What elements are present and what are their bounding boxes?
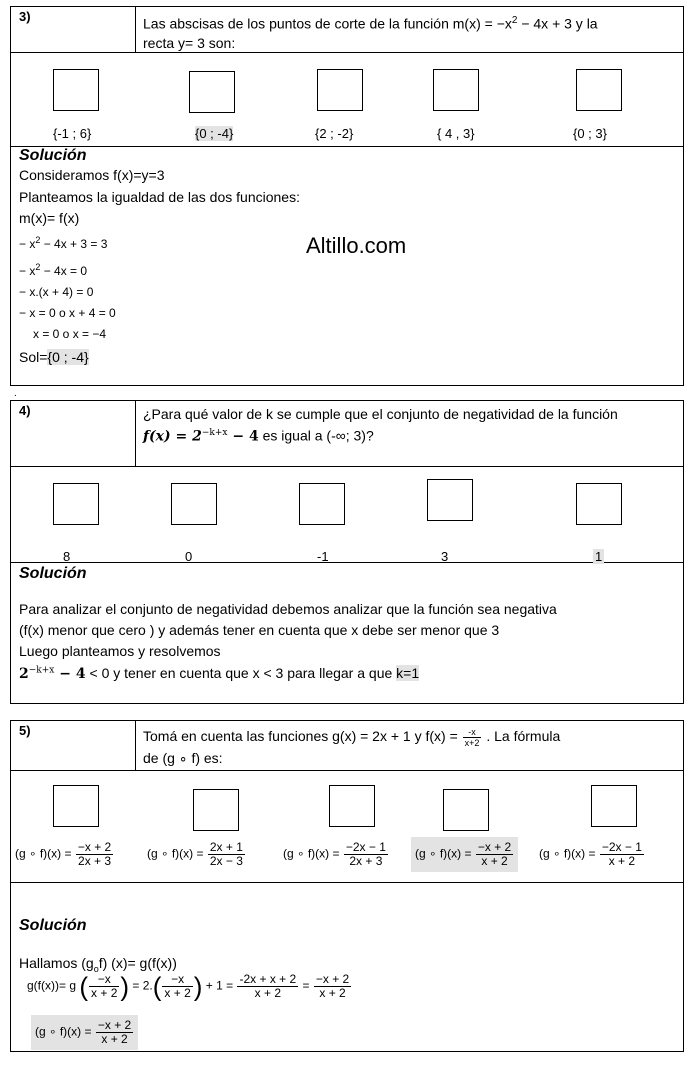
option-label-1: (g ∘ f)(x) = $\frac{-x + 2}{2x + 3}$ <box>15 840 112 868</box>
option-checkbox-4[interactable] <box>443 789 489 831</box>
question-5-header <box>11 721 683 771</box>
equation-line: x = 0 o x = −4 <box>33 327 107 341</box>
question-number: 3) <box>19 9 31 24</box>
option-label-2: {0 ; -4} <box>195 126 234 141</box>
option-checkbox-4[interactable] <box>433 69 479 111</box>
options-row <box>11 771 683 883</box>
question-text: ¿Para qué valor de k se cumple que el conjunto de negatividad de la función $f(x) = 2^{-k+x} - 4$ es igual a (-∞; 3)? <box>143 406 618 445</box>
solution-result: (g ∘ f)(x) = $\frac{-x + 2}{x + 2}$ <box>31 1015 138 1050</box>
column-divider <box>135 401 136 466</box>
equation-line: − x.(x + 4) = 0 <box>19 285 94 299</box>
option-checkbox-2[interactable] <box>171 483 217 525</box>
solution-title: Solución <box>19 917 87 934</box>
option-label-1: {-1 ; 6} <box>53 126 92 141</box>
option-checkbox-3[interactable] <box>317 69 363 111</box>
option-label-4: 3 <box>441 549 449 564</box>
solution-result: Sol={0 ; -4} <box>19 349 89 365</box>
option-label-3: {2 ; -2} <box>315 126 354 141</box>
question-3-block <box>10 6 684 386</box>
question-text: Las abscisas de los puntos de corte de la función $m(x) = -x^2 - 4x + 3$ y la recta y= 3 son: <box>143 15 598 51</box>
option-label-3: (g ∘ f)(x) = $\frac{-2x - 1}{2x + 3}$ <box>283 840 386 868</box>
option-label-3: -1 <box>317 549 329 564</box>
options-row <box>11 53 683 147</box>
solution-line: m(x)= f(x) <box>19 210 80 226</box>
option-checkbox-2[interactable] <box>189 71 235 113</box>
watermark: Altillo.com <box>306 233 407 258</box>
option-checkbox-1[interactable] <box>53 69 99 111</box>
option-checkbox-3[interactable] <box>299 483 345 525</box>
option-label-4: (g ∘ f)(x) = $\frac{-x + 2}{x + 2}$ <box>411 837 518 872</box>
option-label-1: 8 <box>63 549 71 564</box>
option-checkbox-4[interactable] <box>427 479 473 521</box>
solution-title: Solución <box>19 565 87 582</box>
question-number: 5) <box>19 723 31 738</box>
option-checkbox-5[interactable] <box>576 69 622 111</box>
solution-title: Solución <box>19 147 87 164</box>
option-label-2: 0 <box>185 549 193 564</box>
solution-line: Luego planteamos y resolvemos <box>19 643 221 659</box>
option-label-5: 1 <box>595 549 603 564</box>
column-divider <box>135 721 136 770</box>
question-text: Tomá en cuenta las funciones g(x) = 2x + 1 y f(x) = $\frac{-x}{x+2}$ . La fórmula de (g ∘ f) es: <box>143 726 561 766</box>
question-4-header <box>11 401 683 467</box>
equation-line: − x = 0 o x + 4 = 0 <box>19 306 116 320</box>
option-checkbox-5[interactable] <box>591 785 637 827</box>
question-5-block <box>10 720 684 1052</box>
column-divider <box>135 7 136 52</box>
options-row <box>11 467 683 563</box>
question-3-header <box>11 7 683 53</box>
separator-dot: . <box>14 388 17 399</box>
option-checkbox-5[interactable] <box>576 483 622 525</box>
solution-line: Para analizar el conjunto de negatividad debemos analizar que la función sea negativa <box>19 601 557 617</box>
option-checkbox-1[interactable] <box>53 785 99 827</box>
question-4-block <box>10 400 684 704</box>
solution-line: (f(x) menor que cero ) y además tener en cuenta que x debe ser menor que 3 <box>19 622 500 638</box>
option-label-5: {0 ; 3} <box>573 126 607 141</box>
option-checkbox-1[interactable] <box>53 483 99 525</box>
solution-line: Planteamos la igualdad de las dos funciones: <box>19 189 300 205</box>
equation-line: g(f(x))= g ( $\frac{-x}{x + 2}$ ) = 2.( $\frac{-x}{x + 2}$ ) + 1 = $\frac{-2x + x + 2}{x + 2}$ = $\frac{-x + 2}{x + 2}$ <box>27 971 350 1002</box>
option-checkbox-3[interactable] <box>329 785 375 827</box>
question-number: 4) <box>19 403 31 418</box>
fraction: $\frac{-x}{x+2}$ <box>464 726 480 748</box>
option-checkbox-2[interactable] <box>193 789 239 831</box>
equation-line: − $x^2 - 4x = 0$ <box>19 262 88 278</box>
option-label-2: (g ∘ f)(x) = $\frac{2x + 1}{2x - 3}$ <box>147 840 243 868</box>
option-label-5: (g ∘ f)(x) = $\frac{-2x - 1}{x + 2}$ <box>539 840 642 868</box>
option-label-4: { 4 , 3} <box>437 126 475 141</box>
equation-line: − $x^2 - 4x + 3 = 3$ <box>19 235 108 251</box>
solution-line: $2^{-k+x} - 4 < 0$ y tener en cuenta que x < 3 para llegar a que k=1 <box>19 665 420 682</box>
solution-line: Hallamos $(g_of)$ (x)= g(f(x)) <box>19 955 177 974</box>
solution-line: Consideramos f(x)=y=3 <box>19 167 165 183</box>
